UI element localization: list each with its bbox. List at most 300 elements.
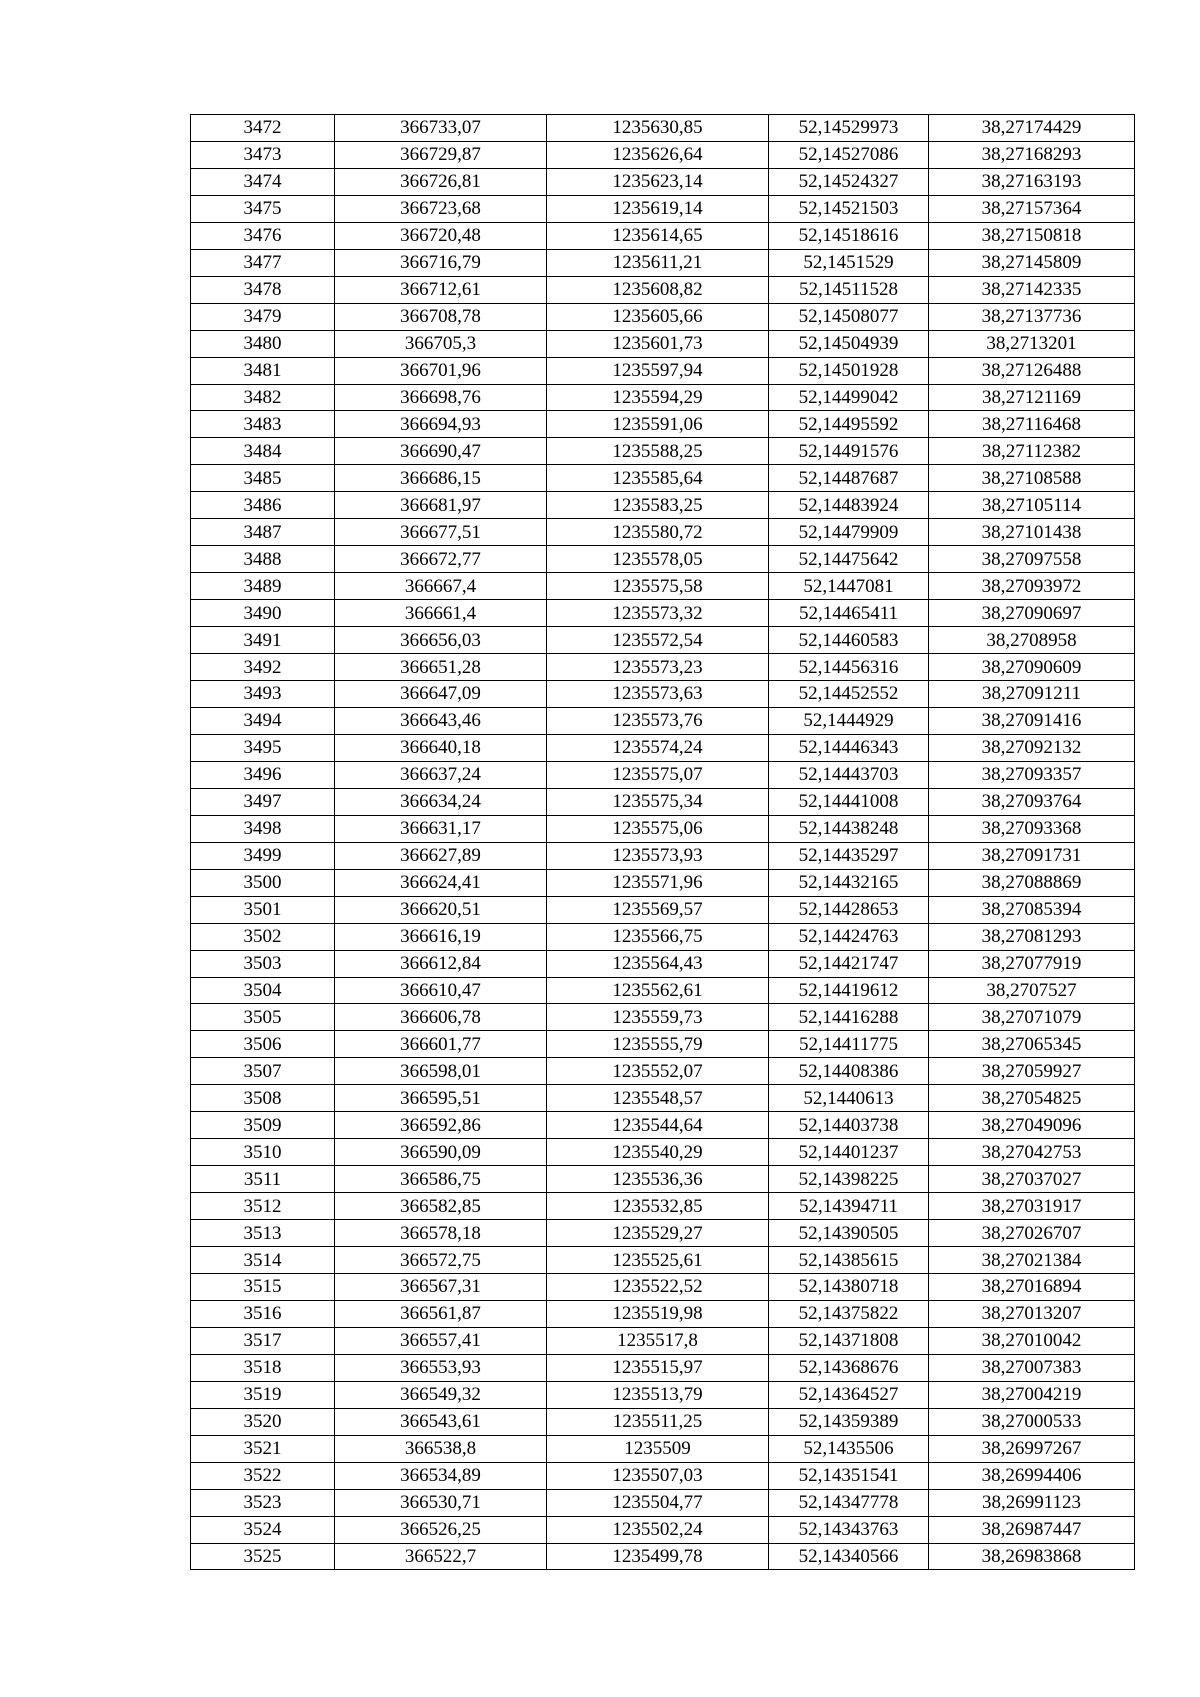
table-row <box>191 1058 1135 1085</box>
table-row <box>191 1516 1135 1543</box>
x-coordinate-cell: 366526,25 <box>335 1516 547 1543</box>
latitude-cell: 52,1444929 <box>769 707 929 734</box>
y-coordinate-cell: 1235555,79 <box>547 1031 769 1058</box>
point-number-cell: 3488 <box>191 546 335 573</box>
longitude-cell: 38,27090697 <box>929 600 1135 627</box>
longitude-cell: 38,2707527 <box>929 977 1135 1004</box>
longitude-cell: 38,26987447 <box>929 1516 1135 1543</box>
point-number-cell: 3474 <box>191 168 335 195</box>
latitude-cell: 52,14529973 <box>769 115 929 142</box>
point-number-cell: 3502 <box>191 923 335 950</box>
longitude-cell: 38,27145809 <box>929 249 1135 276</box>
latitude-cell: 52,14375822 <box>769 1300 929 1327</box>
x-coordinate-cell: 366661,4 <box>335 600 547 627</box>
y-coordinate-cell: 1235574,24 <box>547 734 769 761</box>
latitude-cell: 52,14435297 <box>769 842 929 869</box>
y-coordinate-cell: 1235559,73 <box>547 1004 769 1031</box>
y-coordinate-cell: 1235504,77 <box>547 1489 769 1516</box>
point-number-cell: 3498 <box>191 815 335 842</box>
point-number-cell: 3511 <box>191 1166 335 1193</box>
point-number-cell: 3473 <box>191 141 335 168</box>
x-coordinate-cell: 366549,32 <box>335 1381 547 1408</box>
point-number-cell: 3483 <box>191 411 335 438</box>
x-coordinate-cell: 366681,97 <box>335 492 547 519</box>
x-coordinate-cell: 366698,76 <box>335 384 547 411</box>
point-number-cell: 3503 <box>191 950 335 977</box>
y-coordinate-cell: 1235580,72 <box>547 519 769 546</box>
point-number-cell: 3523 <box>191 1489 335 1516</box>
longitude-cell: 38,27093972 <box>929 573 1135 600</box>
latitude-cell: 52,14479909 <box>769 519 929 546</box>
point-number-cell: 3514 <box>191 1247 335 1274</box>
y-coordinate-cell: 1235532,85 <box>547 1193 769 1220</box>
x-coordinate-cell: 366543,61 <box>335 1408 547 1435</box>
longitude-cell: 38,27157364 <box>929 195 1135 222</box>
point-number-cell: 3515 <box>191 1273 335 1300</box>
y-coordinate-cell: 1235614,65 <box>547 222 769 249</box>
table-row <box>191 384 1135 411</box>
point-number-cell: 3510 <box>191 1139 335 1166</box>
y-coordinate-cell: 1235507,03 <box>547 1462 769 1489</box>
x-coordinate-cell: 366647,09 <box>335 681 547 708</box>
table-row <box>191 896 1135 923</box>
y-coordinate-cell: 1235626,64 <box>547 141 769 168</box>
latitude-cell: 52,14359389 <box>769 1408 929 1435</box>
y-coordinate-cell: 1235575,07 <box>547 761 769 788</box>
y-coordinate-cell: 1235519,98 <box>547 1300 769 1327</box>
table-row <box>191 1327 1135 1354</box>
y-coordinate-cell: 1235536,36 <box>547 1166 769 1193</box>
x-coordinate-cell: 366557,41 <box>335 1327 547 1354</box>
x-coordinate-cell: 366572,75 <box>335 1247 547 1274</box>
table-row <box>191 1247 1135 1274</box>
latitude-cell: 52,14491576 <box>769 438 929 465</box>
latitude-cell: 52,14501928 <box>769 357 929 384</box>
point-number-cell: 3492 <box>191 654 335 681</box>
table-row <box>191 761 1135 788</box>
table-row <box>191 1300 1135 1327</box>
point-number-cell: 3509 <box>191 1112 335 1139</box>
point-number-cell: 3484 <box>191 438 335 465</box>
latitude-cell: 52,14432165 <box>769 869 929 896</box>
table-row <box>191 1220 1135 1247</box>
y-coordinate-cell: 1235630,85 <box>547 115 769 142</box>
y-coordinate-cell: 1235529,27 <box>547 1220 769 1247</box>
point-number-cell: 3495 <box>191 734 335 761</box>
x-coordinate-cell: 366561,87 <box>335 1300 547 1327</box>
longitude-cell: 38,27093357 <box>929 761 1135 788</box>
latitude-cell: 52,14380718 <box>769 1273 929 1300</box>
latitude-cell: 52,14487687 <box>769 465 929 492</box>
x-coordinate-cell: 366667,4 <box>335 573 547 600</box>
table-row <box>191 1354 1135 1381</box>
table-row <box>191 1085 1135 1112</box>
latitude-cell: 52,14460583 <box>769 627 929 654</box>
x-coordinate-cell: 366729,87 <box>335 141 547 168</box>
longitude-cell: 38,27081293 <box>929 923 1135 950</box>
point-number-cell: 3501 <box>191 896 335 923</box>
x-coordinate-cell: 366595,51 <box>335 1085 547 1112</box>
point-number-cell: 3516 <box>191 1300 335 1327</box>
latitude-cell: 52,14416288 <box>769 1004 929 1031</box>
table-row <box>191 627 1135 654</box>
point-number-cell: 3476 <box>191 222 335 249</box>
longitude-cell: 38,27116468 <box>929 411 1135 438</box>
y-coordinate-cell: 1235571,96 <box>547 869 769 896</box>
longitude-cell: 38,27021384 <box>929 1247 1135 1274</box>
x-coordinate-cell: 366601,77 <box>335 1031 547 1058</box>
y-coordinate-cell: 1235591,06 <box>547 411 769 438</box>
x-coordinate-cell: 366586,75 <box>335 1166 547 1193</box>
longitude-cell: 38,27093368 <box>929 815 1135 842</box>
x-coordinate-cell: 366723,68 <box>335 195 547 222</box>
x-coordinate-cell: 366534,89 <box>335 1462 547 1489</box>
latitude-cell: 52,14351541 <box>769 1462 929 1489</box>
latitude-cell: 52,14452552 <box>769 681 929 708</box>
latitude-cell: 52,14411775 <box>769 1031 929 1058</box>
x-coordinate-cell: 366716,79 <box>335 249 547 276</box>
point-number-cell: 3525 <box>191 1543 335 1570</box>
x-coordinate-cell: 366733,07 <box>335 115 547 142</box>
table-row <box>191 707 1135 734</box>
x-coordinate-cell: 366522,7 <box>335 1543 547 1570</box>
x-coordinate-cell: 366708,78 <box>335 303 547 330</box>
point-number-cell: 3512 <box>191 1193 335 1220</box>
longitude-cell: 38,26994406 <box>929 1462 1135 1489</box>
longitude-cell: 38,27054825 <box>929 1085 1135 1112</box>
y-coordinate-cell: 1235573,76 <box>547 707 769 734</box>
x-coordinate-cell: 366631,17 <box>335 815 547 842</box>
table-row <box>191 815 1135 842</box>
longitude-cell: 38,27007383 <box>929 1354 1135 1381</box>
latitude-cell: 52,14371808 <box>769 1327 929 1354</box>
latitude-cell: 52,14508077 <box>769 303 929 330</box>
latitude-cell: 52,14504939 <box>769 330 929 357</box>
latitude-cell: 52,14403738 <box>769 1112 929 1139</box>
table-row <box>191 1435 1135 1462</box>
table-row <box>191 168 1135 195</box>
table-row <box>191 195 1135 222</box>
point-number-cell: 3508 <box>191 1085 335 1112</box>
x-coordinate-cell: 366694,93 <box>335 411 547 438</box>
x-coordinate-cell: 366606,78 <box>335 1004 547 1031</box>
x-coordinate-cell: 366634,24 <box>335 788 547 815</box>
longitude-cell: 38,27108588 <box>929 465 1135 492</box>
point-number-cell: 3521 <box>191 1435 335 1462</box>
table-row <box>191 1112 1135 1139</box>
table-row <box>191 438 1135 465</box>
table-row <box>191 1139 1135 1166</box>
longitude-cell: 38,27049096 <box>929 1112 1135 1139</box>
table-row <box>191 249 1135 276</box>
latitude-cell: 52,14421747 <box>769 950 929 977</box>
table-row <box>191 950 1135 977</box>
y-coordinate-cell: 1235585,64 <box>547 465 769 492</box>
longitude-cell: 38,27112382 <box>929 438 1135 465</box>
latitude-cell: 52,14340566 <box>769 1543 929 1570</box>
longitude-cell: 38,26983868 <box>929 1543 1135 1570</box>
y-coordinate-cell: 1235509 <box>547 1435 769 1462</box>
latitude-cell: 52,14343763 <box>769 1516 929 1543</box>
latitude-cell: 52,14524327 <box>769 168 929 195</box>
x-coordinate-cell: 366567,31 <box>335 1273 547 1300</box>
table-row <box>191 330 1135 357</box>
point-number-cell: 3504 <box>191 977 335 1004</box>
latitude-cell: 52,14394711 <box>769 1193 929 1220</box>
point-number-cell: 3505 <box>191 1004 335 1031</box>
point-number-cell: 3522 <box>191 1462 335 1489</box>
point-number-cell: 3482 <box>191 384 335 411</box>
point-number-cell: 3518 <box>191 1354 335 1381</box>
x-coordinate-cell: 366627,89 <box>335 842 547 869</box>
table-row <box>191 492 1135 519</box>
point-number-cell: 3472 <box>191 115 335 142</box>
longitude-cell: 38,27013207 <box>929 1300 1135 1327</box>
x-coordinate-cell: 366592,86 <box>335 1112 547 1139</box>
y-coordinate-cell: 1235575,06 <box>547 815 769 842</box>
longitude-cell: 38,27085394 <box>929 896 1135 923</box>
table-row <box>191 141 1135 168</box>
longitude-cell: 38,27071079 <box>929 1004 1135 1031</box>
longitude-cell: 38,27101438 <box>929 519 1135 546</box>
y-coordinate-cell: 1235573,93 <box>547 842 769 869</box>
x-coordinate-cell: 366726,81 <box>335 168 547 195</box>
point-number-cell: 3496 <box>191 761 335 788</box>
x-coordinate-cell: 366656,03 <box>335 627 547 654</box>
y-coordinate-cell: 1235573,32 <box>547 600 769 627</box>
longitude-cell: 38,27037027 <box>929 1166 1135 1193</box>
longitude-cell: 38,27031917 <box>929 1193 1135 1220</box>
latitude-cell: 52,14390505 <box>769 1220 929 1247</box>
point-number-cell: 3499 <box>191 842 335 869</box>
y-coordinate-cell: 1235566,75 <box>547 923 769 950</box>
x-coordinate-cell: 366677,51 <box>335 519 547 546</box>
y-coordinate-cell: 1235552,07 <box>547 1058 769 1085</box>
x-coordinate-cell: 366624,41 <box>335 869 547 896</box>
longitude-cell: 38,27091731 <box>929 842 1135 869</box>
table-row <box>191 1462 1135 1489</box>
latitude-cell: 52,14385615 <box>769 1247 929 1274</box>
y-coordinate-cell: 1235564,43 <box>547 950 769 977</box>
y-coordinate-cell: 1235562,61 <box>547 977 769 1004</box>
y-coordinate-cell: 1235502,24 <box>547 1516 769 1543</box>
table-row <box>191 654 1135 681</box>
table-row <box>191 842 1135 869</box>
latitude-cell: 52,14527086 <box>769 141 929 168</box>
y-coordinate-cell: 1235575,58 <box>547 573 769 600</box>
table-row <box>191 303 1135 330</box>
longitude-cell: 38,27065345 <box>929 1031 1135 1058</box>
point-number-cell: 3487 <box>191 519 335 546</box>
latitude-cell: 52,14483924 <box>769 492 929 519</box>
coordinates-table <box>190 114 1135 1570</box>
table-row <box>191 115 1135 142</box>
latitude-cell: 52,14511528 <box>769 276 929 303</box>
y-coordinate-cell: 1235583,25 <box>547 492 769 519</box>
x-coordinate-cell: 366616,19 <box>335 923 547 950</box>
x-coordinate-cell: 366686,15 <box>335 465 547 492</box>
x-coordinate-cell: 366651,28 <box>335 654 547 681</box>
y-coordinate-cell: 1235515,97 <box>547 1354 769 1381</box>
point-number-cell: 3481 <box>191 357 335 384</box>
longitude-cell: 38,2708958 <box>929 627 1135 654</box>
latitude-cell: 52,14465411 <box>769 600 929 627</box>
table-row <box>191 1031 1135 1058</box>
y-coordinate-cell: 1235544,64 <box>547 1112 769 1139</box>
x-coordinate-cell: 366578,18 <box>335 1220 547 1247</box>
y-coordinate-cell: 1235597,94 <box>547 357 769 384</box>
y-coordinate-cell: 1235605,66 <box>547 303 769 330</box>
table-row <box>191 600 1135 627</box>
point-number-cell: 3507 <box>191 1058 335 1085</box>
x-coordinate-cell: 366553,93 <box>335 1354 547 1381</box>
latitude-cell: 52,14456316 <box>769 654 929 681</box>
latitude-cell: 52,14475642 <box>769 546 929 573</box>
point-number-cell: 3500 <box>191 869 335 896</box>
y-coordinate-cell: 1235573,63 <box>547 681 769 708</box>
point-number-cell: 3524 <box>191 1516 335 1543</box>
point-number-cell: 3497 <box>191 788 335 815</box>
point-number-cell: 3494 <box>191 707 335 734</box>
table-row <box>191 1193 1135 1220</box>
y-coordinate-cell: 1235569,57 <box>547 896 769 923</box>
longitude-cell: 38,27168293 <box>929 141 1135 168</box>
x-coordinate-cell: 366720,48 <box>335 222 547 249</box>
latitude-cell: 52,1447081 <box>769 573 929 600</box>
latitude-cell: 52,14401237 <box>769 1139 929 1166</box>
longitude-cell: 38,26997267 <box>929 1435 1135 1462</box>
table-row <box>191 1489 1135 1516</box>
longitude-cell: 38,27090609 <box>929 654 1135 681</box>
point-number-cell: 3486 <box>191 492 335 519</box>
longitude-cell: 38,27042753 <box>929 1139 1135 1166</box>
latitude-cell: 52,14368676 <box>769 1354 929 1381</box>
latitude-cell: 52,14441008 <box>769 788 929 815</box>
latitude-cell: 52,14446343 <box>769 734 929 761</box>
table-row <box>191 1408 1135 1435</box>
table-row <box>191 923 1135 950</box>
x-coordinate-cell: 366640,18 <box>335 734 547 761</box>
latitude-cell: 52,1435506 <box>769 1435 929 1462</box>
latitude-cell: 52,14428653 <box>769 896 929 923</box>
table-row <box>191 465 1135 492</box>
longitude-cell: 38,27142335 <box>929 276 1135 303</box>
table-row <box>191 573 1135 600</box>
latitude-cell: 52,14438248 <box>769 815 929 842</box>
point-number-cell: 3517 <box>191 1327 335 1354</box>
x-coordinate-cell: 366538,8 <box>335 1435 547 1462</box>
table-row <box>191 869 1135 896</box>
longitude-cell: 38,27059927 <box>929 1058 1135 1085</box>
point-number-cell: 3493 <box>191 681 335 708</box>
point-number-cell: 3491 <box>191 627 335 654</box>
table-row <box>191 546 1135 573</box>
longitude-cell: 38,27093764 <box>929 788 1135 815</box>
longitude-cell: 38,27077919 <box>929 950 1135 977</box>
x-coordinate-cell: 366643,46 <box>335 707 547 734</box>
longitude-cell: 38,27105114 <box>929 492 1135 519</box>
longitude-cell: 38,27163193 <box>929 168 1135 195</box>
latitude-cell: 52,14518616 <box>769 222 929 249</box>
latitude-cell: 52,14495592 <box>769 411 929 438</box>
x-coordinate-cell: 366598,01 <box>335 1058 547 1085</box>
x-coordinate-cell: 366612,84 <box>335 950 547 977</box>
longitude-cell: 38,27126488 <box>929 357 1135 384</box>
longitude-cell: 38,27150818 <box>929 222 1135 249</box>
longitude-cell: 38,27091211 <box>929 681 1135 708</box>
table-row <box>191 788 1135 815</box>
y-coordinate-cell: 1235573,23 <box>547 654 769 681</box>
point-number-cell: 3519 <box>191 1381 335 1408</box>
y-coordinate-cell: 1235588,25 <box>547 438 769 465</box>
y-coordinate-cell: 1235499,78 <box>547 1543 769 1570</box>
x-coordinate-cell: 366701,96 <box>335 357 547 384</box>
y-coordinate-cell: 1235623,14 <box>547 168 769 195</box>
table-row <box>191 681 1135 708</box>
x-coordinate-cell: 366582,85 <box>335 1193 547 1220</box>
point-number-cell: 3489 <box>191 573 335 600</box>
y-coordinate-cell: 1235548,57 <box>547 1085 769 1112</box>
latitude-cell: 52,14347778 <box>769 1489 929 1516</box>
longitude-cell: 38,27026707 <box>929 1220 1135 1247</box>
longitude-cell: 38,27088869 <box>929 869 1135 896</box>
x-coordinate-cell: 366530,71 <box>335 1489 547 1516</box>
coordinates-table-body <box>191 115 1135 1570</box>
point-number-cell: 3506 <box>191 1031 335 1058</box>
longitude-cell: 38,27004219 <box>929 1381 1135 1408</box>
table-row <box>191 734 1135 761</box>
latitude-cell: 52,1451529 <box>769 249 929 276</box>
point-number-cell: 3475 <box>191 195 335 222</box>
x-coordinate-cell: 366620,51 <box>335 896 547 923</box>
point-number-cell: 3490 <box>191 600 335 627</box>
latitude-cell: 52,14424763 <box>769 923 929 950</box>
table-row <box>191 411 1135 438</box>
y-coordinate-cell: 1235601,73 <box>547 330 769 357</box>
longitude-cell: 38,26991123 <box>929 1489 1135 1516</box>
y-coordinate-cell: 1235572,54 <box>547 627 769 654</box>
longitude-cell: 38,27121169 <box>929 384 1135 411</box>
y-coordinate-cell: 1235578,05 <box>547 546 769 573</box>
latitude-cell: 52,14443703 <box>769 761 929 788</box>
latitude-cell: 52,14419612 <box>769 977 929 1004</box>
point-number-cell: 3513 <box>191 1220 335 1247</box>
y-coordinate-cell: 1235619,14 <box>547 195 769 222</box>
table-row <box>191 357 1135 384</box>
x-coordinate-cell: 366637,24 <box>335 761 547 788</box>
latitude-cell: 52,14398225 <box>769 1166 929 1193</box>
x-coordinate-cell: 366705,3 <box>335 330 547 357</box>
table-row <box>191 519 1135 546</box>
point-number-cell: 3485 <box>191 465 335 492</box>
y-coordinate-cell: 1235540,29 <box>547 1139 769 1166</box>
longitude-cell: 38,2713201 <box>929 330 1135 357</box>
table-row <box>191 977 1135 1004</box>
y-coordinate-cell: 1235511,25 <box>547 1408 769 1435</box>
latitude-cell: 52,14364527 <box>769 1381 929 1408</box>
longitude-cell: 38,27010042 <box>929 1327 1135 1354</box>
latitude-cell: 52,14408386 <box>769 1058 929 1085</box>
longitude-cell: 38,27092132 <box>929 734 1135 761</box>
longitude-cell: 38,27097558 <box>929 546 1135 573</box>
table-row <box>191 276 1135 303</box>
longitude-cell: 38,27137736 <box>929 303 1135 330</box>
point-number-cell: 3480 <box>191 330 335 357</box>
latitude-cell: 52,14499042 <box>769 384 929 411</box>
y-coordinate-cell: 1235522,52 <box>547 1273 769 1300</box>
point-number-cell: 3478 <box>191 276 335 303</box>
point-number-cell: 3520 <box>191 1408 335 1435</box>
